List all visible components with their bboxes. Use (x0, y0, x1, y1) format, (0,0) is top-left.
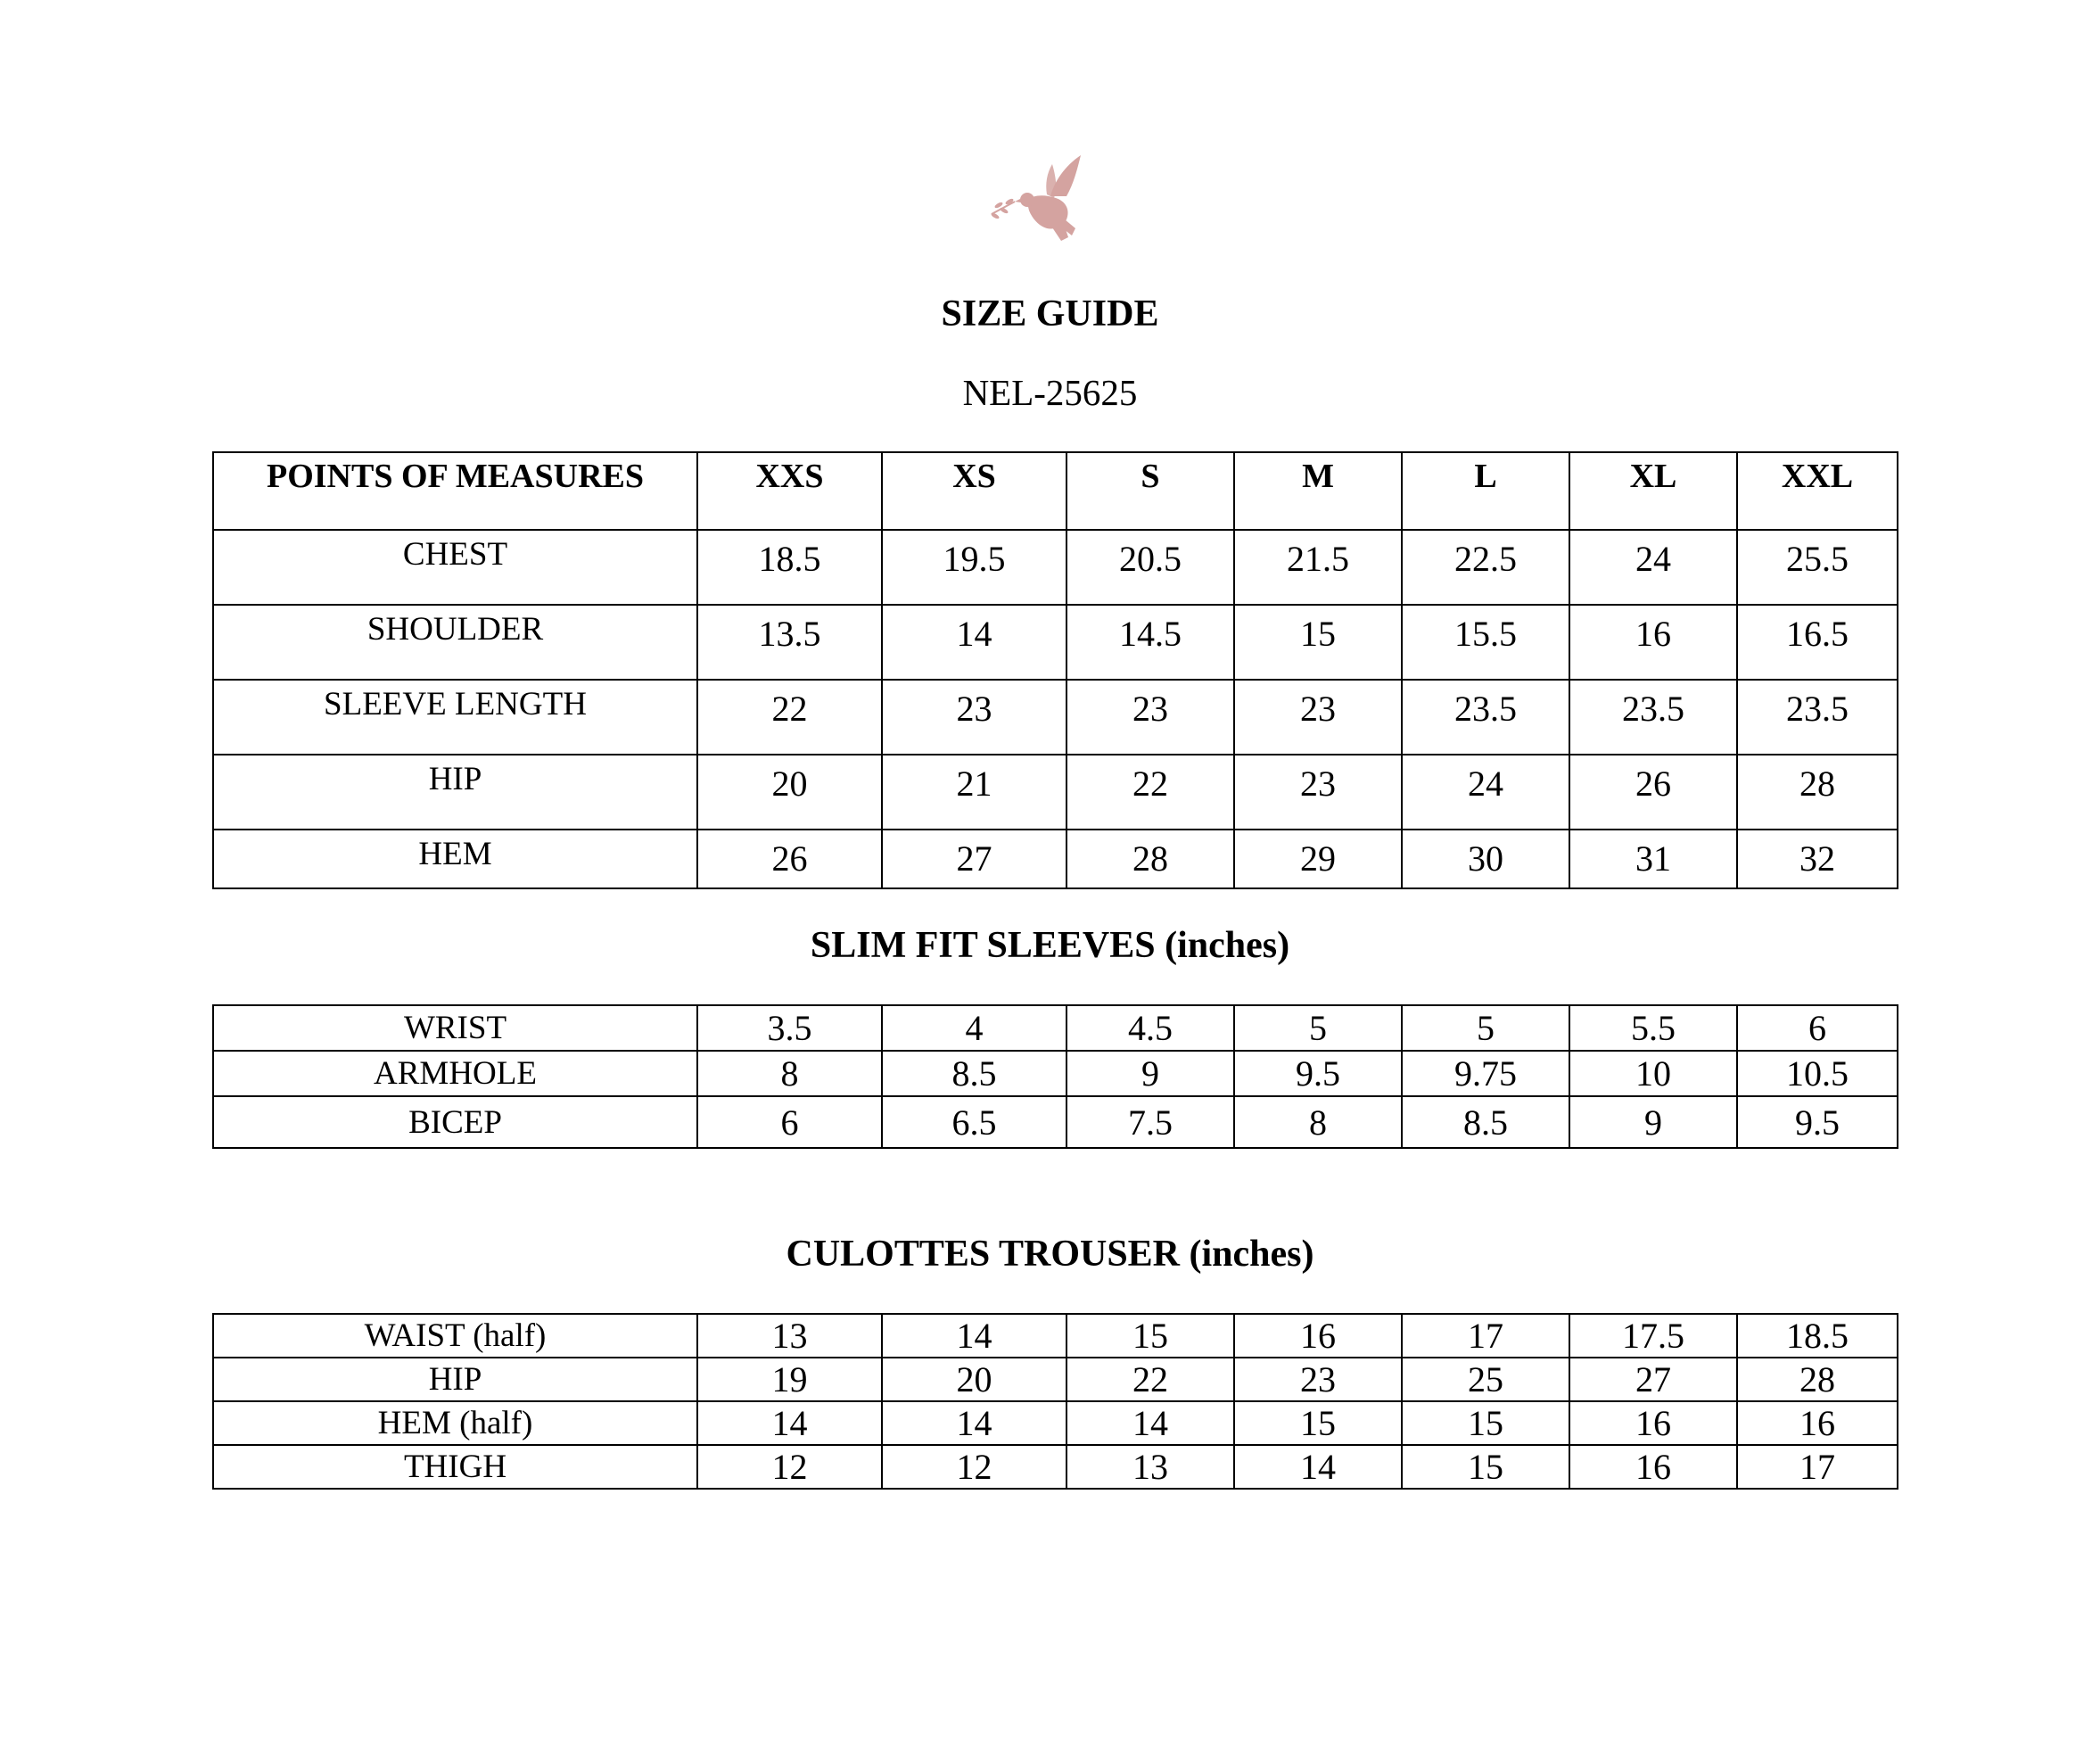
row-label: WRIST (213, 1005, 697, 1051)
table-cell: 23 (1234, 755, 1402, 830)
row-label: SHOULDER (213, 605, 697, 680)
row-label: HIP (213, 755, 697, 830)
row-label: HEM (half) (213, 1401, 697, 1445)
table-cell: 21 (882, 755, 1066, 830)
table-row (213, 1314, 1898, 1358)
table-cell: 8.5 (882, 1051, 1066, 1096)
table-cell: 23.5 (1402, 680, 1569, 755)
table-row (213, 830, 1898, 888)
dove-with-olive-branch-icon (988, 150, 1106, 248)
row-label: WAIST (half) (213, 1314, 697, 1358)
row-label: ARMHOLE (213, 1051, 697, 1096)
table-cell: 14 (882, 1314, 1066, 1358)
row-label: CHEST (213, 530, 697, 605)
row-label: HIP (213, 1358, 697, 1401)
table-cell: 6 (1737, 1005, 1898, 1051)
slim-fit-sleeves-table (212, 1004, 1898, 1149)
table-cell: 9.5 (1737, 1096, 1898, 1148)
table-cell: 16.5 (1737, 605, 1898, 680)
row-label: HEM (213, 830, 697, 888)
column-header: S (1066, 452, 1234, 530)
row-label: THIGH (213, 1445, 697, 1489)
table-row (213, 530, 1898, 605)
table-cell: 19.5 (882, 530, 1066, 605)
table-cell: 17 (1402, 1314, 1569, 1358)
table-cell: 29 (1234, 830, 1402, 888)
table-cell: 20.5 (1066, 530, 1234, 605)
table-cell: 15 (1066, 1314, 1234, 1358)
table-cell: 12 (882, 1445, 1066, 1489)
table-cell: 26 (697, 830, 882, 888)
table-cell: 28 (1737, 755, 1898, 830)
table-cell: 13.5 (697, 605, 882, 680)
table-cell: 32 (1737, 830, 1898, 888)
table-cell: 5 (1402, 1005, 1569, 1051)
table-cell: 3.5 (697, 1005, 882, 1051)
table-cell: 14.5 (1066, 605, 1234, 680)
table-cell: 9 (1569, 1096, 1737, 1148)
table-cell: 30 (1402, 830, 1569, 888)
table-cell: 16 (1234, 1314, 1402, 1358)
column-header: XXS (697, 452, 882, 530)
section-title-sleeves: SLIM FIT SLEEVES (inches) (810, 925, 1290, 966)
table-cell: 10 (1569, 1051, 1737, 1096)
column-header: M (1234, 452, 1402, 530)
table-cell: 20 (882, 1358, 1066, 1401)
table-cell: 22.5 (1402, 530, 1569, 605)
table-cell: 23 (1066, 680, 1234, 755)
table-header-row (213, 452, 1898, 530)
table-cell: 28 (1737, 1358, 1898, 1401)
table-cell: 17 (1737, 1445, 1898, 1489)
table-cell: 15 (1234, 1401, 1402, 1445)
column-header: XS (882, 452, 1066, 530)
table-cell: 13 (1066, 1445, 1234, 1489)
table-cell: 24 (1569, 530, 1737, 605)
table-cell: 8 (697, 1051, 882, 1096)
table-cell: 9.5 (1234, 1051, 1402, 1096)
table-cell: 5 (1234, 1005, 1402, 1051)
table-cell: 23.5 (1737, 680, 1898, 755)
table-row (213, 1096, 1898, 1148)
table-row (213, 1401, 1898, 1445)
table-cell: 6.5 (882, 1096, 1066, 1148)
table-cell: 19 (697, 1358, 882, 1401)
product-code: NEL-25625 (962, 372, 1138, 413)
table-cell: 31 (1569, 830, 1737, 888)
column-header: XXL (1737, 452, 1898, 530)
table-cell: 16 (1569, 1401, 1737, 1445)
table-cell: 12 (697, 1445, 882, 1489)
table-cell: 14 (882, 1401, 1066, 1445)
table-cell: 15 (1402, 1401, 1569, 1445)
table-cell: 23.5 (1569, 680, 1737, 755)
table-cell: 22 (1066, 755, 1234, 830)
table-cell: 22 (1066, 1358, 1234, 1401)
table-row (213, 1051, 1898, 1096)
table-cell: 26 (1569, 755, 1737, 830)
culottes-trouser-table (212, 1313, 1898, 1490)
table-cell: 25.5 (1737, 530, 1898, 605)
column-header: POINTS OF MEASURES (213, 452, 697, 530)
size-guide-table (212, 451, 1898, 889)
row-label: BICEP (213, 1096, 697, 1148)
table-cell: 4.5 (1066, 1005, 1234, 1051)
table-cell: 16 (1569, 1445, 1737, 1489)
table-row (213, 605, 1898, 680)
column-header: XL (1569, 452, 1737, 530)
table-row (213, 1005, 1898, 1051)
table-cell: 14 (1066, 1401, 1234, 1445)
table-cell: 14 (882, 605, 1066, 680)
table-cell: 20 (697, 755, 882, 830)
section-title-trouser: CULOTTES TROUSER (inches) (786, 1234, 1314, 1275)
table-row (213, 1358, 1898, 1401)
table-cell: 8 (1234, 1096, 1402, 1148)
table-cell: 15 (1234, 605, 1402, 680)
table-cell: 8.5 (1402, 1096, 1569, 1148)
table-cell: 5.5 (1569, 1005, 1737, 1051)
table-cell: 15 (1402, 1445, 1569, 1489)
table-cell: 23 (1234, 1358, 1402, 1401)
table-cell: 4 (882, 1005, 1066, 1051)
table-cell: 27 (882, 830, 1066, 888)
table-cell: 24 (1402, 755, 1569, 830)
table-row (213, 680, 1898, 755)
table-cell: 6 (697, 1096, 882, 1148)
column-header: L (1402, 452, 1569, 530)
table-cell: 23 (882, 680, 1066, 755)
row-label: SLEEVE LENGTH (213, 680, 697, 755)
table-cell: 28 (1066, 830, 1234, 888)
table-cell: 27 (1569, 1358, 1737, 1401)
table-cell: 9.75 (1402, 1051, 1569, 1096)
table-cell: 14 (1234, 1445, 1402, 1489)
table-cell: 17.5 (1569, 1314, 1737, 1358)
table-cell: 22 (697, 680, 882, 755)
table-cell: 10.5 (1737, 1051, 1898, 1096)
table-cell: 16 (1737, 1401, 1898, 1445)
table-cell: 15.5 (1402, 605, 1569, 680)
table-cell: 23 (1234, 680, 1402, 755)
table-cell: 25 (1402, 1358, 1569, 1401)
table-cell: 18.5 (697, 530, 882, 605)
table-cell: 7.5 (1066, 1096, 1234, 1148)
page-title: SIZE GUIDE (941, 293, 1159, 334)
table-cell: 18.5 (1737, 1314, 1898, 1358)
table-cell: 14 (697, 1401, 882, 1445)
table-row (213, 1445, 1898, 1489)
table-cell: 9 (1066, 1051, 1234, 1096)
table-row (213, 755, 1898, 830)
table-cell: 16 (1569, 605, 1737, 680)
table-cell: 21.5 (1234, 530, 1402, 605)
table-cell: 13 (697, 1314, 882, 1358)
